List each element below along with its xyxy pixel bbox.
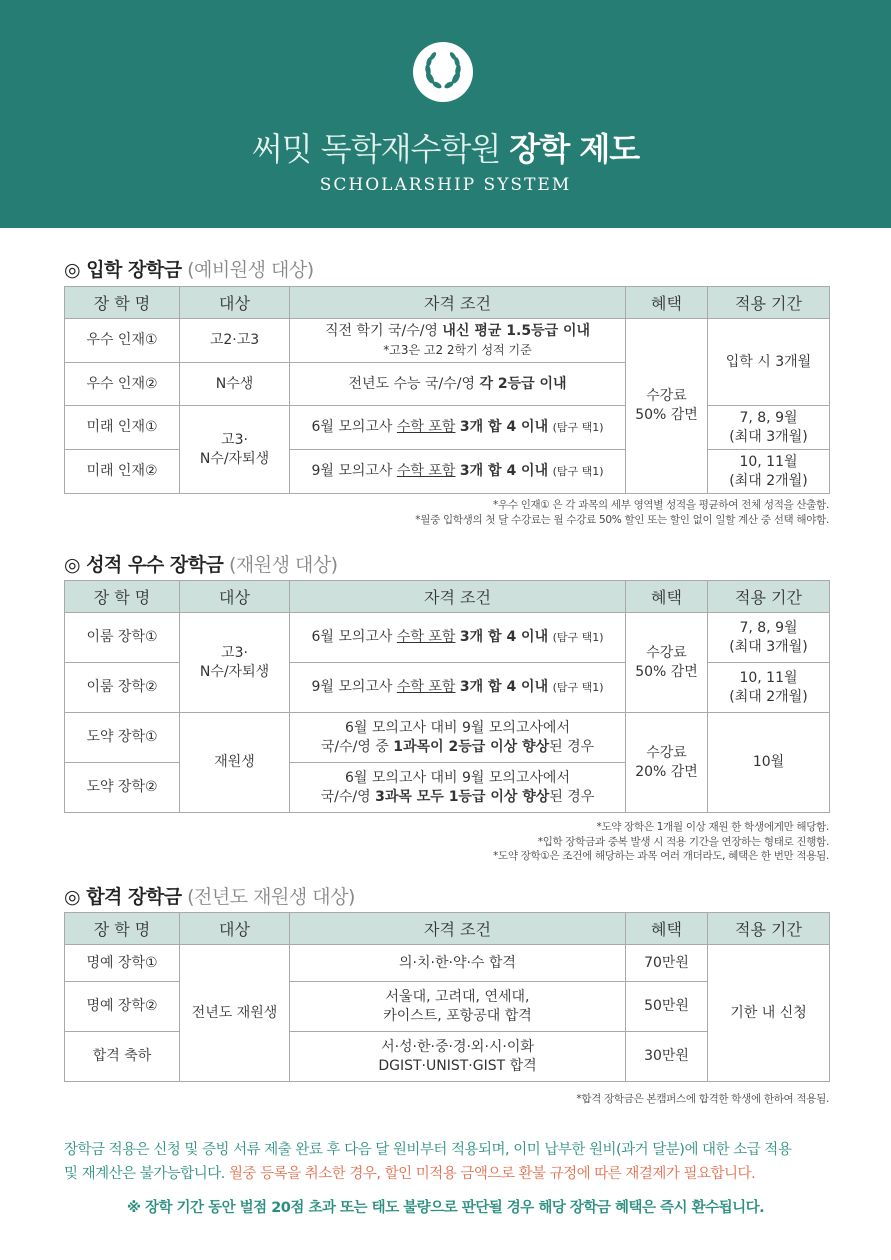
merit-scholarship-table xyxy=(64,580,830,813)
scholarship-name: 명예 장학② xyxy=(65,982,180,1032)
section-title-merit: ◎ 성적 우수 장학금 (재원생 대상) xyxy=(64,554,338,576)
scholarship-name: 도약 장학① xyxy=(65,713,180,763)
scholarship-name: 우수 인재② xyxy=(65,363,180,406)
col-header-condition: 자격 조건 xyxy=(290,581,626,613)
table-row xyxy=(65,613,830,663)
scholarship-condition: 서·성·한·중·경·외·시·이화 DGIST·UNIST·GIST 합격 xyxy=(290,1032,626,1082)
scholarship-target: N수생 xyxy=(180,363,290,406)
table-row xyxy=(65,406,830,450)
refund-warning: 월중 등록을 취소한 경우, 할인 미적용 금액으로 환불 규정에 따른 재결제가 필요합니다. xyxy=(229,1166,756,1182)
table-row xyxy=(65,663,830,713)
col-header-target: 대상 xyxy=(180,913,290,945)
scholarship-condition: 직전 학기 국/수/영 내신 평균 1.5등급 이내 *고3은 고2 2학기 성적 기준 xyxy=(290,319,626,363)
scholarship-name: 명예 장학① xyxy=(65,945,180,982)
col-header-benefit: 혜택 xyxy=(626,913,708,945)
scholarship-condition: 6월 모의고사 수학 포함 3개 합 4 이내 (탐구 택1) xyxy=(290,613,626,663)
footer-revocation-notice: ※ 장학 기간 동안 벌점 20점 초과 또는 태도 불량으로 판단될 경우 해당 장학금 혜택은 즉시 환수됩니다. xyxy=(126,1200,765,1216)
header-banner xyxy=(0,0,891,228)
scholarship-period: 10, 11월 (최대 2개월) xyxy=(708,663,830,713)
scholarship-name: 미래 인재① xyxy=(65,406,180,450)
table-row xyxy=(65,319,830,363)
col-header-target: 대상 xyxy=(180,287,290,319)
merit-notes: *도약 장학은 1개월 이상 재원 한 학생에게만 해당함. *입학 장학금과 중복 발생 시 적용 기간을 연장하는 형태로 진행함. *도약 장학①은 조건에 해당하는 과목 여러 개더라도, 혜택은 한 번만 적용됨. xyxy=(493,821,829,863)
col-header-period: 적용 기간 xyxy=(708,913,830,945)
scholarship-condition: 6월 모의고사 대비 9월 모의고사에서 국/수/영 중 1과목이 2등급 이상 향상된 경우 xyxy=(290,713,626,763)
table-row xyxy=(65,450,830,494)
scholarship-benefit: 수강료 20% 감면 xyxy=(626,713,708,813)
scholarship-target: 재원생 xyxy=(180,713,290,813)
scholarship-benefit: 50만원 xyxy=(626,982,708,1032)
col-header-target: 대상 xyxy=(180,581,290,613)
scholarship-period: 10, 11월 (최대 2개월) xyxy=(708,450,830,494)
scholarship-name: 미래 인재② xyxy=(65,450,180,494)
scholarship-period: 10월 xyxy=(708,713,830,813)
col-header-name: 장 학 명 xyxy=(65,287,180,319)
scholarship-name: 이룸 장학① xyxy=(65,613,180,663)
title-academy: 써밋 독학재수학원 xyxy=(251,130,501,168)
col-header-benefit: 혜택 xyxy=(626,287,708,319)
table-header-row xyxy=(65,913,830,945)
admission-notes: *우수 인재① 은 각 과목의 세부 영역별 성적을 평균하여 전체 성적을 산출함. *월중 입학생의 첫 달 수강료는 월 수강료 50% 할인 또는 할인 없이 일할 계산 중 선택 해야함. xyxy=(415,499,829,526)
scholarship-period: 7, 8, 9월 (최대 3개월) xyxy=(708,613,830,663)
page-title xyxy=(0,124,891,170)
col-header-condition: 자격 조건 xyxy=(290,913,626,945)
pass-notes: *합격 장학금은 본캠퍼스에 합격한 학생에 한하여 적용됨. xyxy=(576,1093,829,1105)
scholarship-benefit: 30만원 xyxy=(626,1032,708,1082)
scholarship-condition: 6월 모의고사 대비 9월 모의고사에서 국/수/영 3과목 모두 1등급 이상 향상된 경우 xyxy=(290,763,626,813)
scholarship-target: 고2·고3 xyxy=(180,319,290,363)
col-header-benefit: 혜택 xyxy=(626,581,708,613)
scholarship-condition: 서울대, 고려대, 연세대, 카이스트, 포항공대 합격 xyxy=(290,982,626,1032)
scholarship-name: 이룸 장학② xyxy=(65,663,180,713)
pass-scholarship-table xyxy=(64,912,830,1082)
logo xyxy=(413,42,473,102)
section-title-admission: ◎ 입학 장학금 (예비원생 대상) xyxy=(64,259,314,281)
footer-policy-text: 장학금 적용은 신청 및 증빙 서류 제출 완료 후 다음 달 원비부터 적용되며, 이미 납부한 원비(과거 달분)에 대한 소급 적용 및 재계산은 불가능합니다. 월중 등록을 취소한 경우, 할인 미적용 금액으로 환불 규정에 따른 재결제가 필요합니다. xyxy=(64,1142,792,1182)
scholarship-condition: 전년도 수능 국/수/영 각 2등급 이내 xyxy=(290,363,626,406)
scholarship-condition: 6월 모의고사 수학 포함 3개 합 4 이내 (탐구 택1) xyxy=(290,406,626,450)
col-header-condition: 자격 조건 xyxy=(290,287,626,319)
col-header-period: 적용 기간 xyxy=(708,581,830,613)
laurel-wreath-icon xyxy=(413,42,473,102)
col-header-name: 장 학 명 xyxy=(65,913,180,945)
table-header-row xyxy=(65,287,830,319)
table-row xyxy=(65,713,830,763)
col-header-name: 장 학 명 xyxy=(65,581,180,613)
scholarship-name: 도약 장학② xyxy=(65,763,180,813)
table-row xyxy=(65,945,830,982)
scholarship-condition: 9월 모의고사 수학 포함 3개 합 4 이내 (탐구 택1) xyxy=(290,663,626,713)
scholarship-name: 합격 축하 xyxy=(65,1032,180,1082)
scholarship-period: 7, 8, 9월 (최대 3개월) xyxy=(708,406,830,450)
col-header-period: 적용 기간 xyxy=(708,287,830,319)
scholarship-condition: 의·치·한·약·수 합격 xyxy=(290,945,626,982)
title-emphasis: 장학 제도 xyxy=(509,130,640,168)
scholarship-target: 전년도 재원생 xyxy=(180,945,290,1082)
scholarship-condition: 9월 모의고사 수학 포함 3개 합 4 이내 (탐구 택1) xyxy=(290,450,626,494)
admission-scholarship-table xyxy=(64,286,830,494)
scholarship-period: 입학 시 3개월 xyxy=(708,319,830,406)
scholarship-name: 우수 인재① xyxy=(65,319,180,363)
scholarship-target: 고3· N수/자퇴생 xyxy=(180,613,290,713)
scholarship-benefit: 70만원 xyxy=(626,945,708,982)
scholarship-benefit: 수강료 50% 감면 xyxy=(626,319,708,494)
section-title-admission-pass: ◎ 합격 장학금 (전년도 재원생 대상) xyxy=(64,886,355,908)
scholarship-target: 고3· N수/자퇴생 xyxy=(180,406,290,494)
page-subtitle: SCHOLARSHIP SYSTEM xyxy=(319,175,572,195)
scholarship-period: 기한 내 신청 xyxy=(708,945,830,1082)
scholarship-benefit: 수강료 50% 감면 xyxy=(626,613,708,713)
table-header-row xyxy=(65,581,830,613)
